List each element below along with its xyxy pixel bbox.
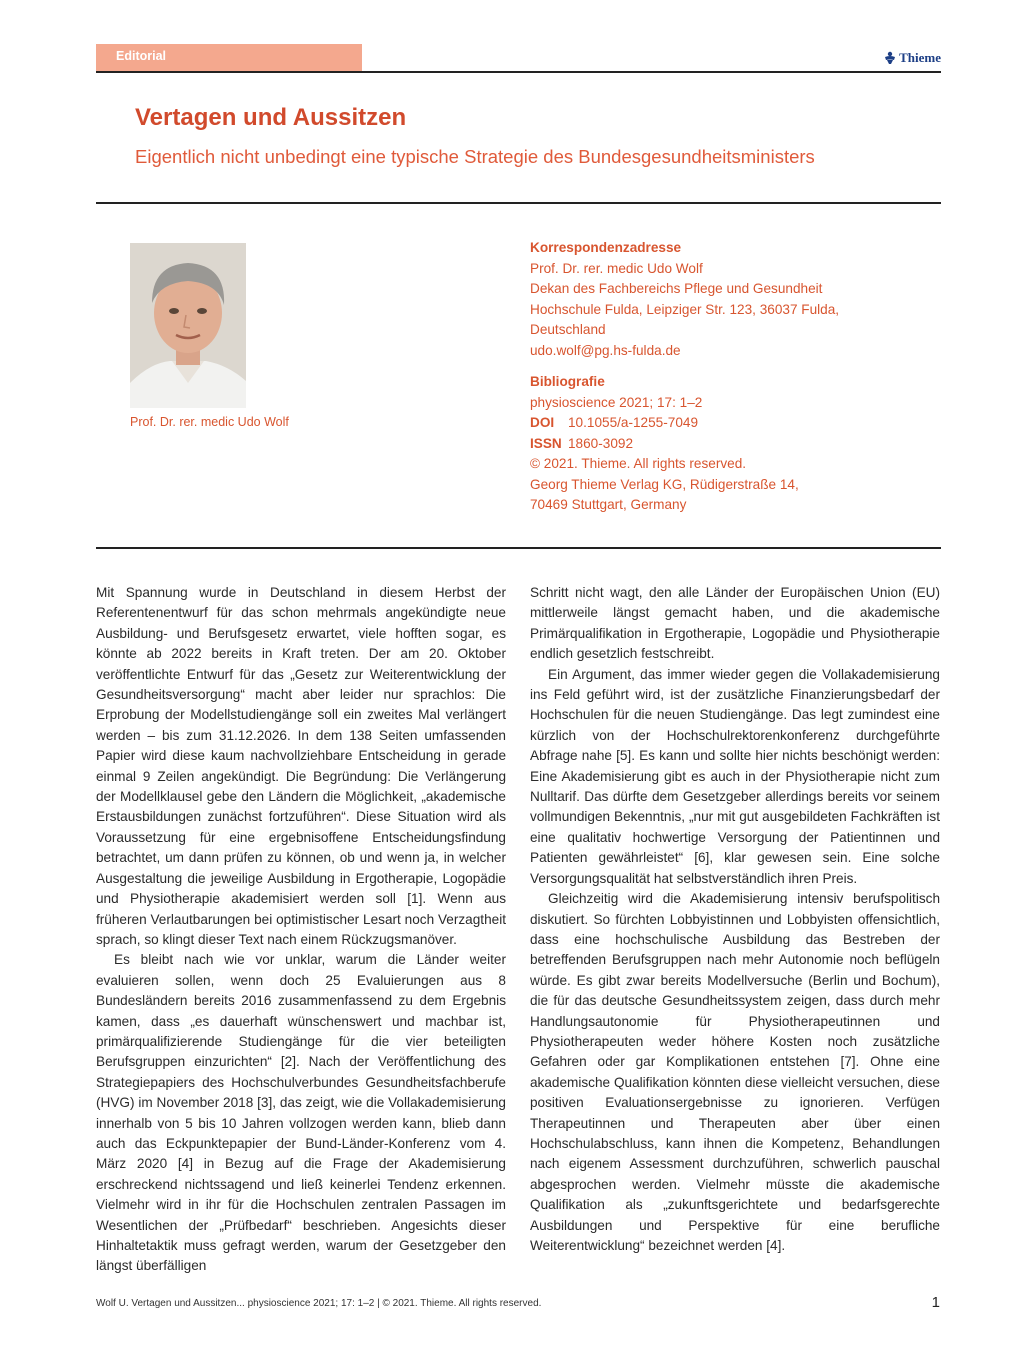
correspondence-line: Dekan des Fachbereichs Pflege und Gesundheit [530,281,823,296]
bibliography-citation: physioscience 2021; 17: 1–2 [530,394,703,410]
section-label: Editorial [116,49,167,63]
page-number: 1 [931,1294,940,1311]
body-paragraph: Schritt nicht wagt, den alle Länder der Europäischen Union (EU) mittlerweile längst gemacht haben, und die akademische Primärqualifikation in Ergotherapie, Logopädie und Physiotherapie endlich gesetzlich festschreibt. [530,585,940,662]
correspondence-line: Hochschule Fulda, Leipziger Str. 123, 36037 Fulda, [530,301,840,317]
thieme-logo-icon [884,51,896,65]
doi-row [530,413,799,434]
body-paragraph: Mit Spannung wurde in Deutschland in diesem Herbst der Referentenentwurf für das schon mehrmals angekündigte neue Ausbildung- und Berufsgesetz erwartet, viele hofften sogar, es könnte ab 2022 bereits in Kraft treten. Der am 20. Oktober veröffentlichte Entwurf für das „Gesetz zur Weiterentwicklung der Gesundheitsversorgung“ macht aber leider nur sprachlos: Die Erprobung der Modellstudiengänge soll ein zweites Mal verlängert werden – bis zum 31.12.2026. In dem 138 Seiten umfassenden Papier wird diese kaum nachvollziehbare Entscheidung in gerade einmal 9 Zeilen angekündigt. Die Begründung: Die Verlängerung der Modellklausel gebe den Ländern die Möglichkeit, „akademische Erstausbildungen zunächst fortzuführen“. Diese Situation wird als Voraussetzung für eine ergebnisoffene Entscheidungsfindung betrachtet, um dann prüfen zu können, ob und wenn ja, in welcher Ausgestaltung die jeweilige Ausbildung in Ergotherapie, Logopädie und Physiotherapie akademisiert werden soll [1]. Wenn aus früheren Verlautbarungen bei optimistischer Lesart noch Verzagtheit sprach, so klingt dieser Text nach einem Rückzugsmanöver. [96,585,506,947]
body-column-right [530,583,940,1256]
doi-label: DOI [530,415,555,430]
email-link[interactable]: udo.wolf@pg.hs-fulda.de [530,342,681,358]
header-rule [96,71,941,73]
article-subtitle: Eigentlich nicht unbedingt eine typische Strategie des Bundesgesundheitsministers [135,146,815,167]
photo-caption: Prof. Dr. rer. medic Udo Wolf [130,415,289,429]
correspondence-heading: Korrespondenzadresse [530,240,682,255]
footer-citation: Wolf U. Vertagen und Aussitzen... physioscience 2021; 17: 1–2 | © 2021. Thieme. All rights reserved. [96,1298,542,1309]
meta-rule [96,547,941,549]
doi-value[interactable]: 10.1055/a-1255-7049 [568,415,699,430]
publisher-address: Georg Thieme Verlag KG, Rüdigerstraße 14, [530,476,799,492]
author-photo [130,243,246,408]
section-tag [96,44,362,71]
publisher-name: Thieme [899,50,941,65]
copyright-line: © 2021. Thieme. All rights reserved. [530,456,747,471]
issn-label: ISSN [530,435,562,451]
body-paragraph: Ein Argument, das immer wieder gegen die Vollakademisierung ins Feld geführt wird, ist der zusätzliche Finanzierungsbedarf der Hochschulen für die neuen Studiengänge. Das legt zumindest eine kürzlich von der Hochschulrektorenkonferenz durchgeführte Abfrage nahe [5]. Es kann und sollte hier nichts beschönigt werden: Eine Akademisierung gibt es auch in der Physiotherapie nicht zum Nulltarif. Das dürfte dem Gesetzgeber allerdings bereits vor seinem vollmundigen Bekenntnis, „nur mit gut ausgebildeten Fachkräften ist eine qualitativ hochwertige Versorgung der Patientinnen und Patienten gewährleistet“ [6], klar gewesen sein. Eine solche Versorgungsqualität hat selbstverständlich ihren Preis. [530,666,940,886]
issn-row [530,434,799,455]
bibliography-heading: Bibliografie [530,374,605,389]
title-rule [96,202,941,204]
bibliography-block [530,372,799,516]
body-column-left [96,583,506,1277]
body-paragraph: Es bleibt nach wie vor unklar, warum die Länder weiter evaluieren sollen, wenn doch 25 Evaluierungen aus 8 Bundesländern bereits 2016 zusammenfassend zu dem Ergebnis kamen, dass „es dauerhaft wünschenswert und machbar ist, primärqualifizierende Studiengänge für die vier beteiligten Berufsgruppen einzurichten“ [2]. Nach der Veröffentlichung des Strategiepapiers des Hochschulverbundes Gesundheitsfachberufe (HVG) im November 2018 [3], das zeigt, wie die Vollakademisierung innerhalb von 5 bis 10 Jahren vollzogen werden kann, blieb dann auch das Eckpunktepapier der Bund-Länder-Konferenz vom 4. März 2020 [4] in Bezug auf die Frage der Akademisierung erschreckend nichtssagend und ließ keinerlei Tendenz erkennen. Vielmehr wird in ihr für die Hochschulen zentralen Passagen im Wesentlichen der „Prüfbedarf“ beschrieben. Angesichts dieser Hinhaltetaktik muss gefragt werden, warum der Gesetzgeber den längst überfälligen [96,952,506,1274]
body-paragraph: Gleichzeitig wird die Akademisierung intensiv berufspolitisch diskutiert. So fürchten Lobbyistinnen und Lobbyisten offensichtlich, dass eine hochschulische Ausbildung das Bestreben der betreffenden Berufsgruppen nach mehr Autonomie noch beflügeln würde. Es gibt zwar bereits Modellversuche (Berlin und Bochum), die für das deutsche Gesundheitssystem zeigen, dass durch mehr Handlungsautonomie für Physiotherapeutinnen und Physiotherapeuten weder höhere Kosten noch zusätzliche Gefahren oder gar Komplikationen entstehen [7]. Ohne eine akademische Qualifikation könnten diese vielleicht versuchen, diese positiven Evaluationsergebnisse zu ignorieren. Verfügen Therapeutinnen und Therapeuten aber über einen Hochschulabschluss, kann ihnen die Kompetenz, Behandlungen nach eigenem Assessment durchzuführen, schwerlich pauschal abgesprochen werden. Vielmehr müsste die akademische Qualifikation als „zukunftsgerichtete und bedarfsgerechte Ausbildungen und Perspektive für eine berufliche Weiterentwicklung“ bezeichnet werden [4]. [530,891,940,1253]
issn-value: 1860-3092 [568,435,634,451]
correspondence-block [530,238,839,361]
correspondence-line: Deutschland [530,322,606,337]
correspondence-line: Prof. Dr. rer. medic Udo Wolf [530,260,703,276]
article-title: Vertagen und Aussitzen [135,104,407,131]
publisher-address: 70469 Stuttgart, Germany [530,497,687,512]
publisher-logo [884,50,941,66]
